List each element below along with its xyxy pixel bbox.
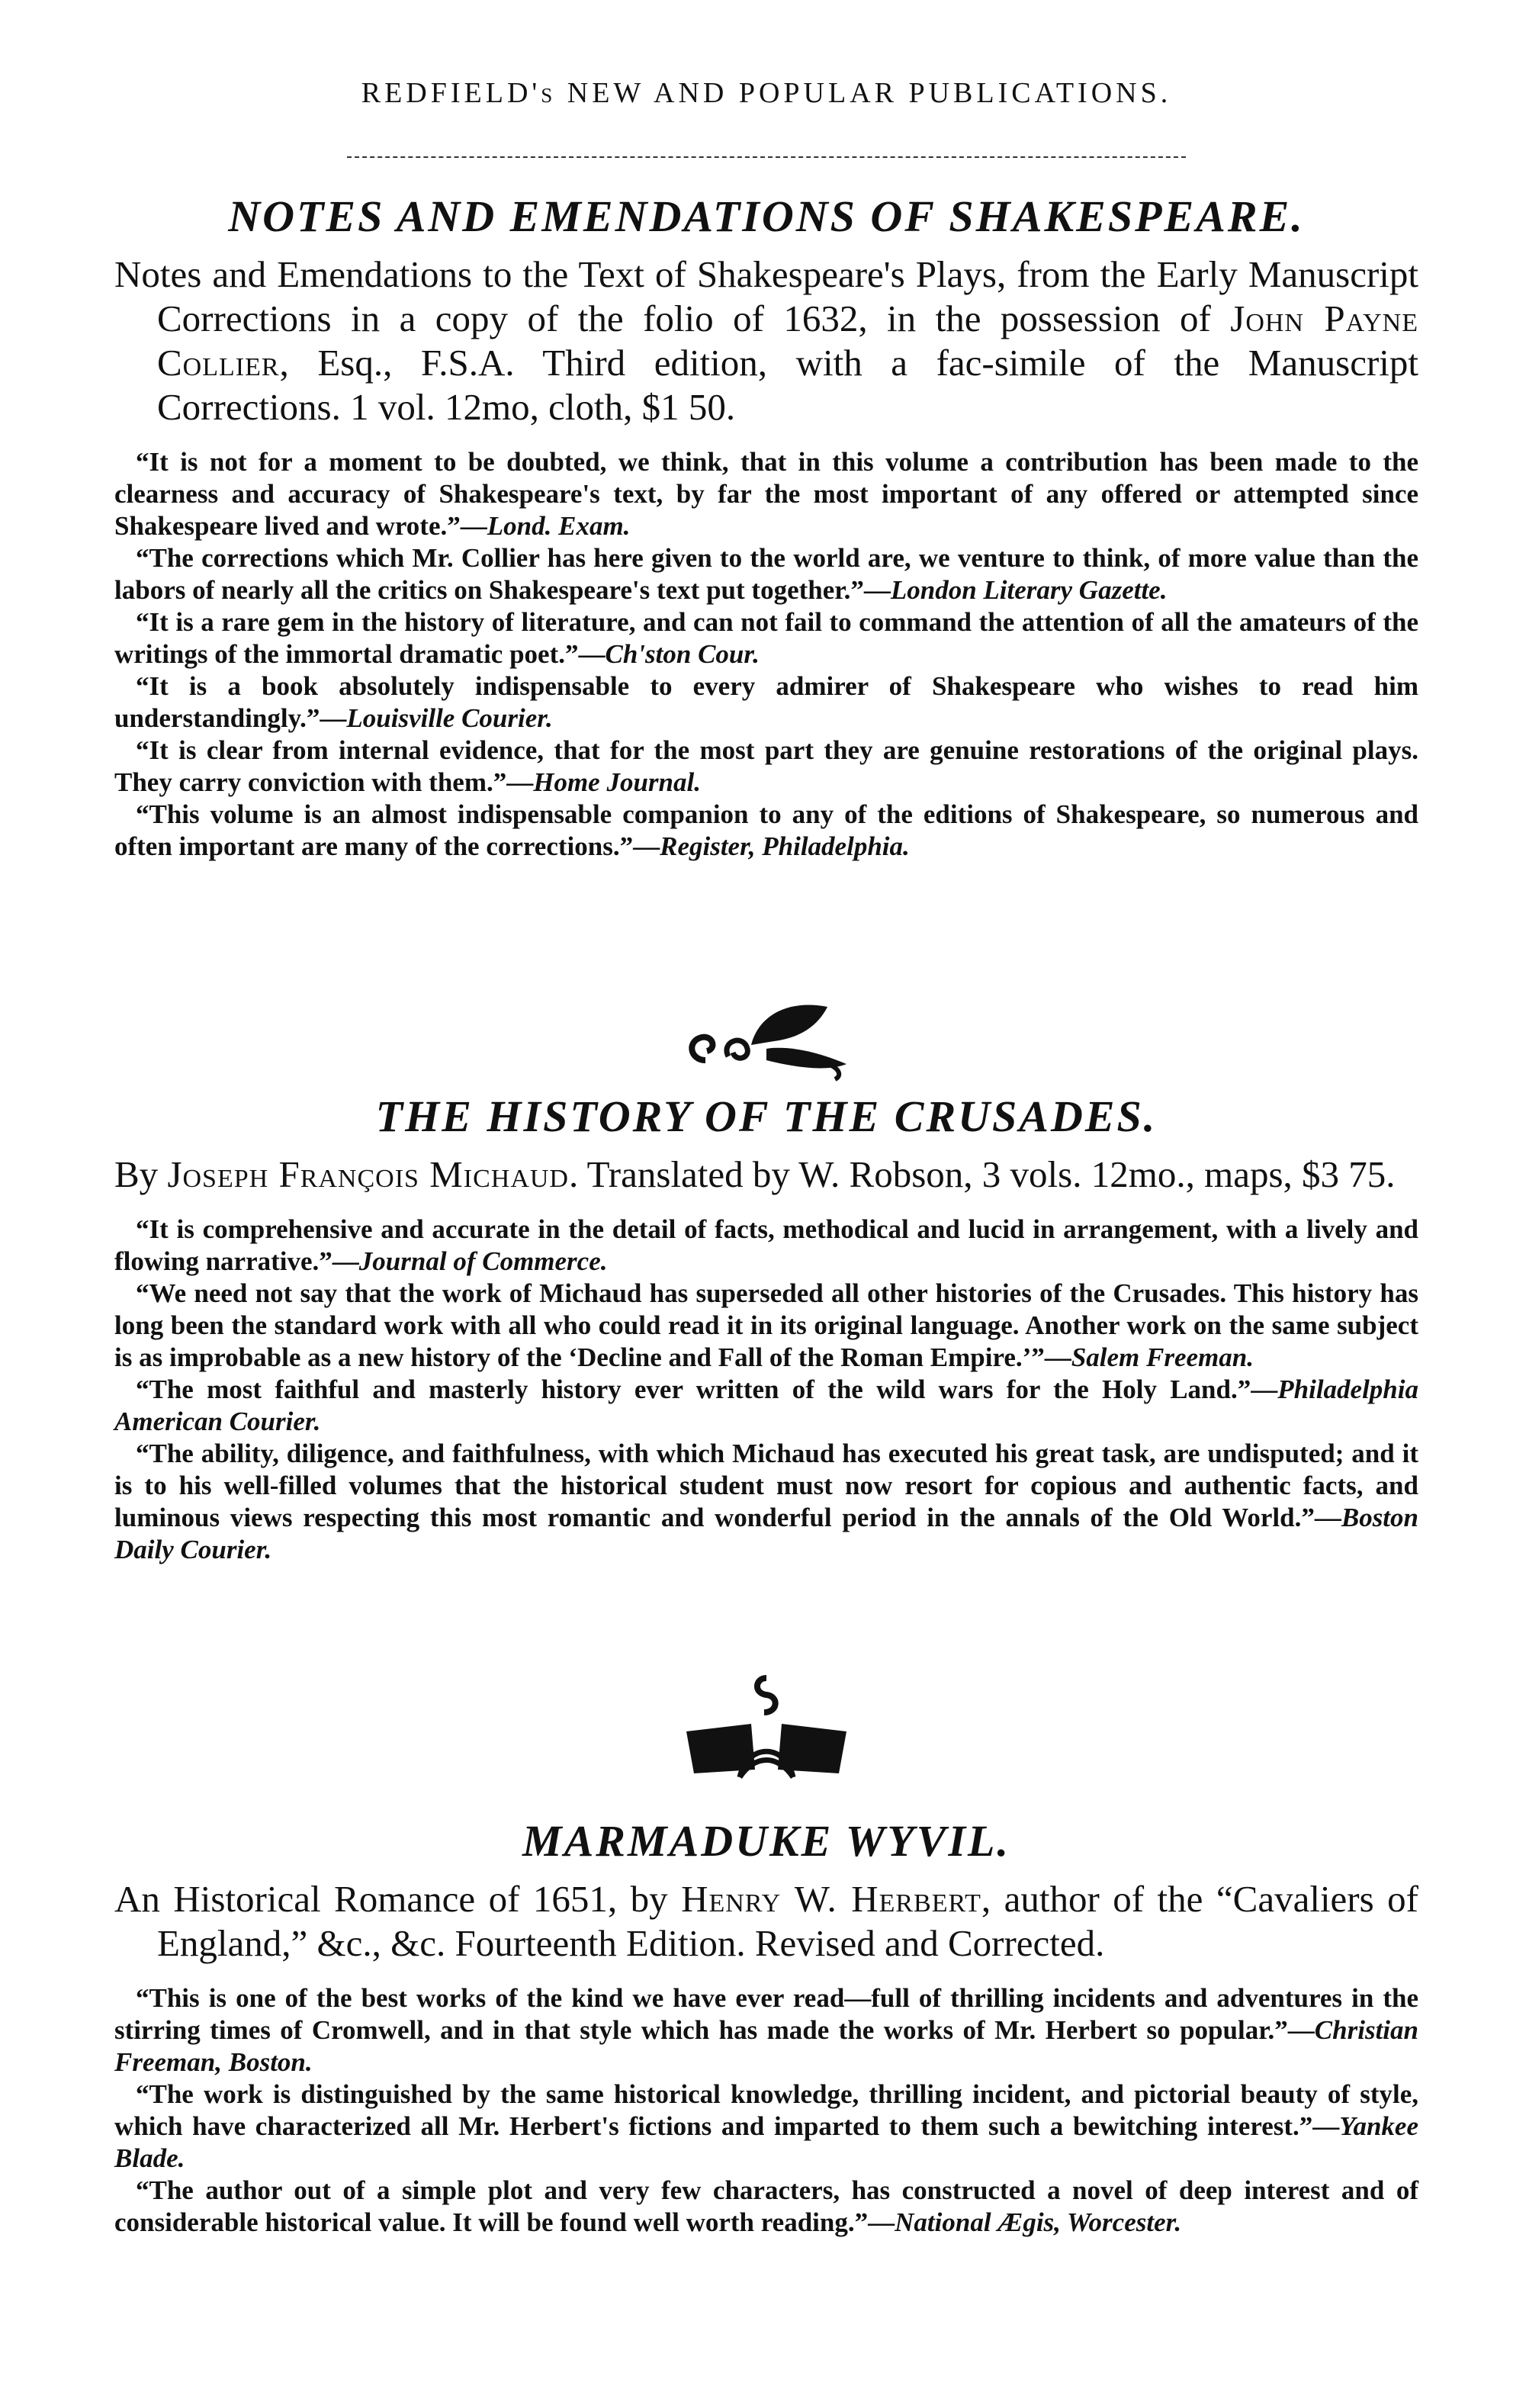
review-quote: [114, 2078, 1418, 2175]
review-quote: [114, 1278, 1418, 1374]
quote-text: “We need not say that the work of Michaud has superseded all other histories of the Crusades. This history has long been the standard work with all who could read it in its original language. Another work on the same subject is as improbable as a new history of the ‘Decline and Fall of the Roman Empire.’”—: [114, 1278, 1418, 1372]
quote-text: “This is one of the best works of the kind we have ever read—full of thrilling incidents and adventures in the stirring times of Cromwell, and in that style which has made the works of Mr. Herbert so popular.”—: [114, 1983, 1418, 2045]
quote-text: “It is not for a moment to be doubted, we think, that in this volume a contribution has been made to the clearness and accuracy of Shakespeare's text, by far the most important of any offered or attempted since Shakespeare lived and wrote.”—: [114, 447, 1418, 541]
review-quote: [114, 542, 1418, 606]
author-name: Henry W. Herbert: [681, 1878, 981, 1920]
review-quotes: [114, 446, 1418, 863]
review-quotes: [114, 1214, 1418, 1566]
book-section: [114, 1815, 1418, 2239]
book-title: THE HISTORY OF THE CRUSADES.: [375, 1091, 1158, 1141]
book-description: [114, 1153, 1418, 1197]
quote-text: “It is comprehensive and accurate in the detail of facts, methodical and lucid in arrangement, with a lively and flowing narrative.”—: [114, 1214, 1418, 1276]
quote-text: “The corrections which Mr. Collier has here given to the world are, we venture to think, of more value than the labors of nearly all the critics on Shakespeare's text put together.”—: [114, 543, 1418, 605]
quote-text: “It is clear from internal evidence, that for the most part they are genuine restorations of the original plays. They carry conviction with them.”—: [114, 735, 1418, 797]
review-quote: [114, 670, 1418, 735]
review-quotes: [114, 1982, 1418, 2239]
book-section: [114, 1091, 1418, 1566]
quote-text: “The work is distinguished by the same historical knowledge, thrilling incident, and pictorial beauty of style, which have characterized all Mr. Herbert's fictions and imparted to them such a bewitching interest.”—: [114, 2079, 1418, 2141]
author-name: Joseph François Michaud: [167, 1153, 569, 1195]
header-rule: [347, 156, 1186, 158]
review-quote: [114, 606, 1418, 670]
quote-source: Ch'ston Cour.: [605, 639, 760, 669]
quote-text: “The ability, diligence, and faithfulness, with which Michaud has executed his great task, are undisputed; and it is to his well-filled volumes that the historical student must now resort for copious and authentic facts, and luminous views respecting this most romantic and wonderful period in the annals of the Old World.”—: [114, 1439, 1418, 1532]
quote-source: Journal of Commerce.: [358, 1246, 608, 1276]
review-quote: [114, 2175, 1418, 2239]
review-quote: [114, 1438, 1418, 1566]
description-text: Notes and Emendations to the Text of Shakespeare's Plays, from the Early Manuscript Corrections in a copy of the folio of 1632, in the possession of: [114, 253, 1418, 339]
printers-ornament-icon: [675, 992, 858, 1083]
review-quote: [114, 799, 1418, 863]
review-quote: [114, 1374, 1418, 1438]
description-text: , author of the “Cavaliers of England,” &c., &c. Fourteenth Edition. Revised and Corrected.: [157, 1878, 1418, 1964]
review-quote: [114, 1982, 1418, 2078]
running-head: REDFIELD's NEW AND POPULAR PUBLICATIONS.: [361, 77, 1172, 109]
quote-source: Register, Philadelphia.: [660, 831, 910, 861]
description-text: By: [114, 1153, 168, 1195]
description-text: An Historical Romance of 1651, by: [114, 1878, 682, 1920]
quote-source: Louisville Courier.: [346, 703, 553, 733]
quote-text: “The most faithful and masterly history ever written of the wild wars for the Holy Land.”—: [136, 1374, 1278, 1404]
quote-source: Philadelphia American Courier.: [114, 1374, 1418, 1436]
review-quote: [114, 1214, 1418, 1278]
book-title: MARMADUKE WYVIL.: [522, 1816, 1010, 1866]
quote-source: Salem Freeman.: [1071, 1342, 1254, 1372]
quote-source: Boston Daily Courier.: [114, 1503, 1418, 1564]
review-quote: [114, 735, 1418, 799]
quote-text: “It is a rare gem in the history of literature, and can not fail to command the attention of all the amateurs of the writings of the immortal dramatic poet.”—: [114, 607, 1418, 669]
quote-text: “This volume is an almost indispensable companion to any of the editions of Shakespeare, so numerous and often important are many of the corrections.”—: [114, 799, 1418, 861]
description-text: , Esq., F.S.A. Third edition, with a fac-simile of the Manuscript Corrections. 1 vol. 12mo, cloth, $1 50.: [157, 342, 1418, 428]
quote-source: National Ægis, Worcester.: [895, 2207, 1182, 2237]
review-quote: [114, 446, 1418, 542]
quote-source: Yankee Blade.: [114, 2111, 1418, 2173]
printers-ornament-icon: [679, 1670, 854, 1785]
book-description: [114, 252, 1418, 429]
quote-text: “The author out of a simple plot and very few characters, has constructed a novel of deep interest and of considerable historical value. It will be found well worth reading.”—: [114, 2175, 1418, 2237]
quote-text: “It is a book absolutely indispensable to every admirer of Shakespeare who wishes to read him understandingly.”—: [114, 671, 1418, 733]
author-name: John Payne Collier: [157, 297, 1418, 384]
book-section: [114, 191, 1418, 863]
quote-source: London Literary Gazette.: [890, 575, 1168, 605]
quote-source: Lond. Exam.: [487, 511, 631, 541]
quote-source: Home Journal.: [533, 767, 701, 797]
description-text: . Translated by W. Robson, 3 vols. 12mo., maps, $3 75.: [568, 1153, 1396, 1195]
quote-source: Christian Freeman, Boston.: [114, 2015, 1418, 2077]
book-description: [114, 1877, 1418, 1966]
book-title: NOTES AND EMENDATIONS OF SHAKESPEARE.: [228, 191, 1305, 241]
